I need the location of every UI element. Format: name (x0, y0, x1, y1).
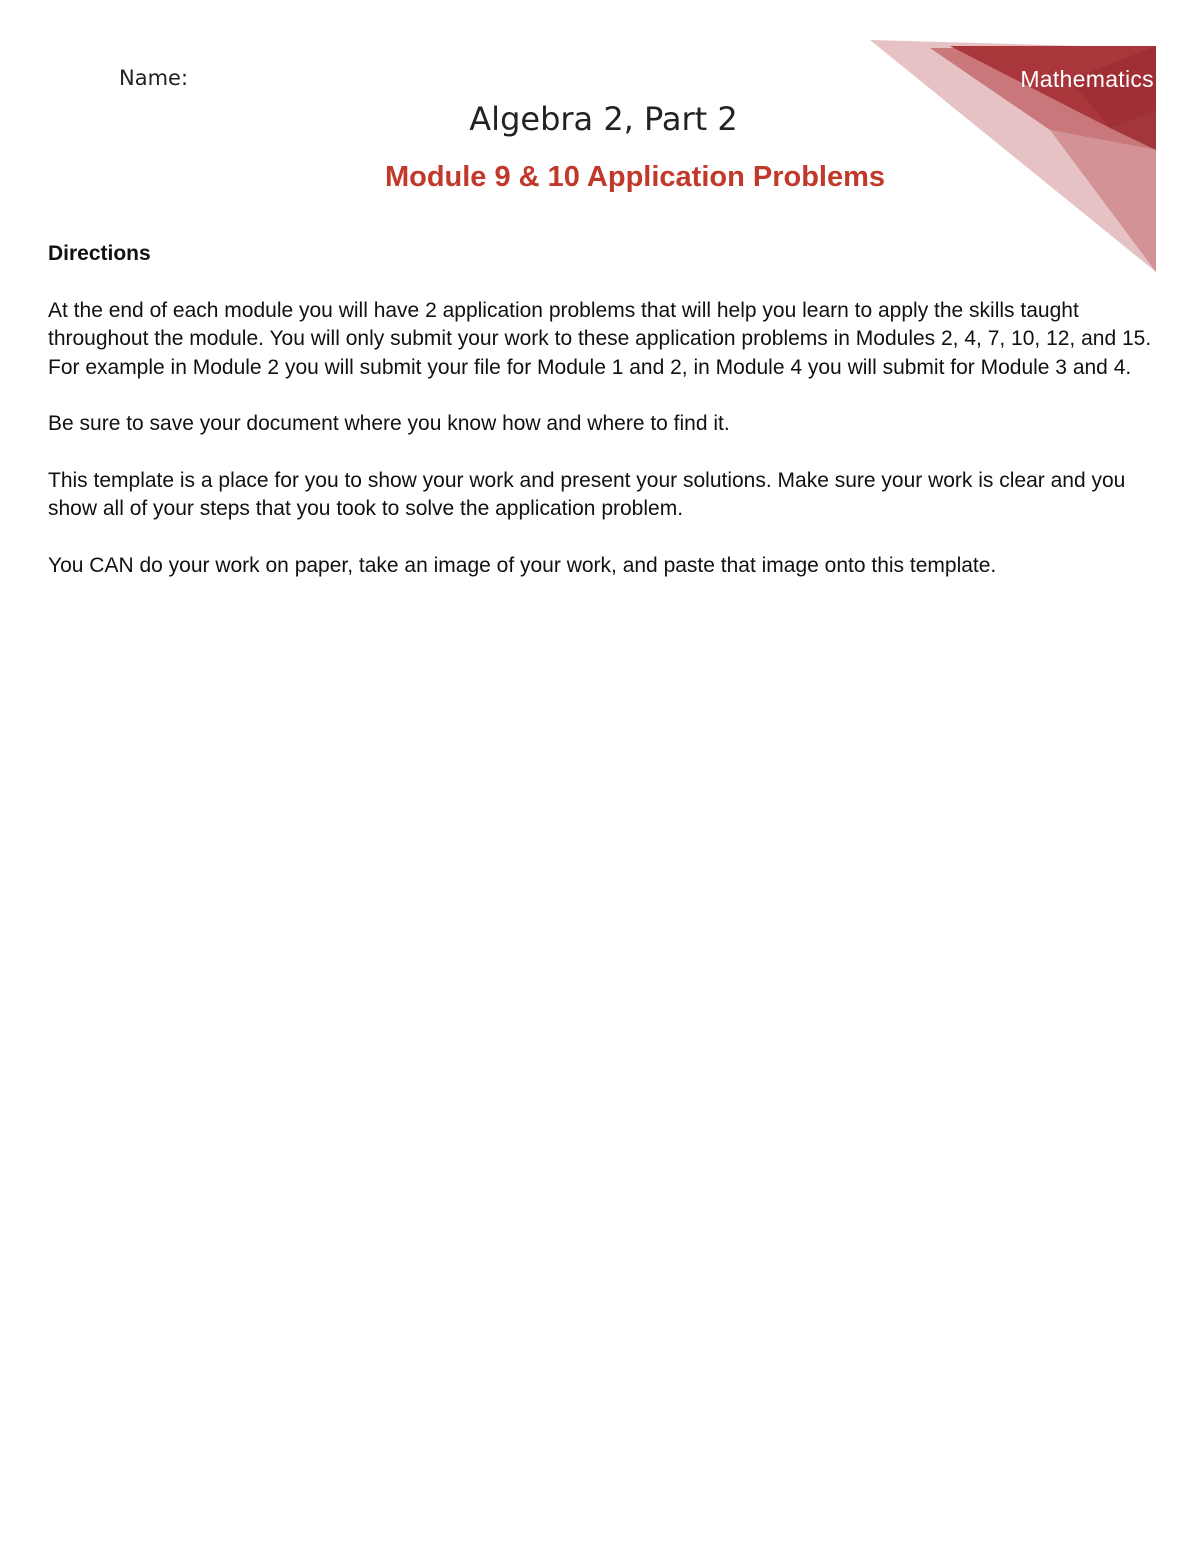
module-title: Module 9 & 10 Application Problems (384, 161, 886, 193)
directions-paragraph: At the end of each module you will have 2 application problems that will help you learn to apply the skills taught throughout the module. You will only submit your work to these application problems in Modules 2, 4, 7, 10, 12, and 15. For example in Module 2 you will submit your file for Module 1 and 2, in Module 4 you will submit for Module 3 and 4. (48, 298, 1152, 379)
directions-paragraph: You CAN do your work on paper, take an image of your work, and paste that image onto this template. (48, 553, 997, 577)
name-label: Name: (119, 66, 189, 90)
directions-section (48, 240, 1153, 608)
directions-heading: Directions (48, 242, 151, 265)
directions-paragraph: Be sure to save your document where you know how and where to find it. (48, 412, 730, 435)
course-title: Algebra 2, Part 2 (469, 100, 738, 138)
directions-paragraph: This template is a place for you to show your work and present your solutions. Make sure your work is clear and you show all of your steps that you took to solve the application problem. (48, 468, 1126, 520)
subject-label: Mathematics (1020, 66, 1154, 92)
